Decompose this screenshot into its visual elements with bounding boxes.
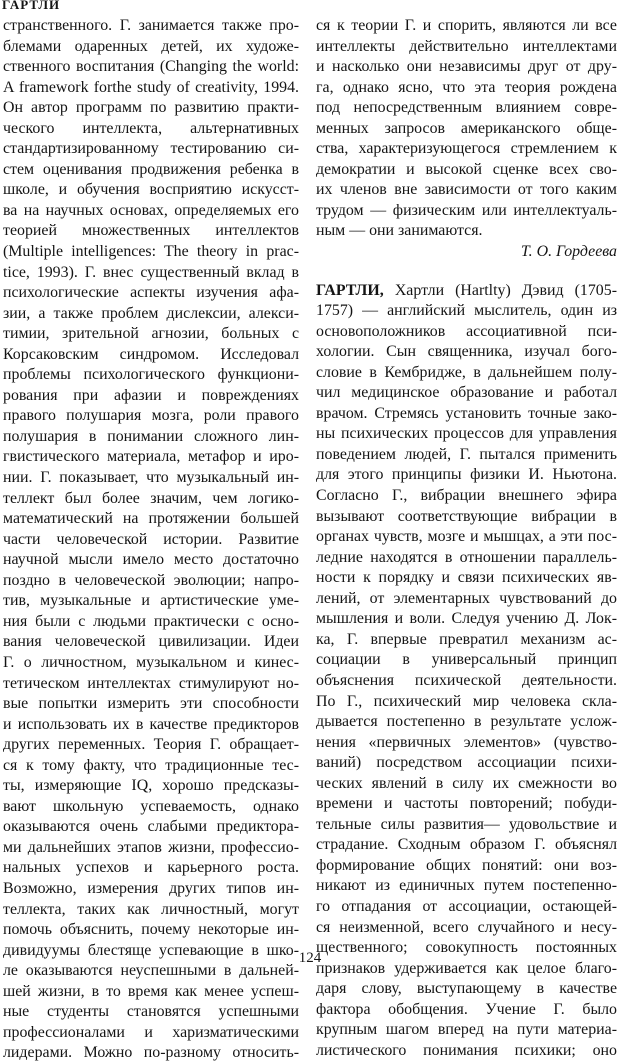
text-line: ледние находятся в отношении параллель-	[316, 548, 617, 566]
text-line: ния были с людьми практически с осно-	[3, 612, 299, 630]
text-line: (Multiple intelligences: The theory in prac-	[3, 243, 299, 261]
text-line: для этого принципы физики И. Ньютона.	[316, 466, 617, 484]
text-line: тимии, зрительной агнозии, больных с	[3, 325, 299, 343]
text-line: ся к тому факту, что традиционные тес-	[3, 756, 299, 774]
text-line: поздно в человеческой эволюции; напро-	[3, 571, 299, 589]
text-line: математический на протяжении большей	[3, 510, 299, 528]
text-line: ка, Г. впервые превратил механизм ас-	[316, 630, 617, 648]
text-line: времени и частоты повторений; побуди-	[316, 795, 617, 813]
left-column	[3, 16, 299, 1064]
text-line: шей жизни, в то время как менее успеш-	[3, 982, 299, 1000]
text-line: блемами одаренных детей, их художе-	[3, 37, 299, 55]
page-number: 124	[298, 950, 322, 966]
text-line: стандартизированному тестированию си-	[3, 140, 299, 158]
text-line: правого полушария мозга, роли правого	[3, 407, 299, 425]
entry-body	[316, 301, 617, 1061]
text-line: объяснения психической деятельности.	[316, 671, 617, 689]
text-line: нения «первичных элементов» (чувство-	[316, 733, 617, 751]
text-line: ся к теории Г. и спорить, являются ли все	[316, 17, 617, 34]
text-line: ственного воспитания (Changing the world:	[3, 58, 299, 76]
text-line: чил медицинское образование и работал	[316, 384, 617, 402]
running-head: ГАРТЛИ	[2, 0, 61, 12]
text-line: листического понимания психики; оно	[316, 1041, 617, 1059]
text-line: словие в Кембридже, в дальнейшем полу-	[316, 363, 617, 381]
text-line: помочь объяснить, почему некоторые ин-	[3, 921, 299, 939]
text-line: ным — они занимаются.	[316, 222, 483, 240]
text-line: щественного; совокупность постоянных	[316, 939, 617, 957]
text-line: tice, 1993). Г. внес существенный вклад в	[3, 263, 299, 281]
text-line: ства, характеризующегося стремлением к	[316, 140, 617, 158]
text-line: ческого интеллекта, альтернативных	[3, 119, 299, 137]
text-line: вызывают соответствующие вибрации в	[316, 507, 617, 525]
entry-headword: ГАРТЛИ,	[316, 281, 384, 299]
text-line: вые попытки измерить эти способности	[3, 695, 299, 713]
text-line: странственного. Г. занимается также про-	[3, 17, 299, 34]
text-line: формирование общих понятий: они воз-	[316, 856, 617, 874]
text-line: и использовать их в качестве предикторов	[3, 715, 299, 733]
text-line: стем оценивания продвижения ребенка в	[3, 160, 299, 178]
text-line: лений, от элементарных чувствований до	[316, 589, 617, 607]
text-line: тетическом интеллектах стимулируют но-	[3, 674, 299, 692]
text-line: страдание. Сходным образом Г. объяснял	[316, 836, 617, 854]
text-line: органах чувств, мозге и мышцах, а эти пос-	[316, 528, 617, 546]
entry-first-line-text: Хартли (Hartlty) Дэвид (1705-	[383, 281, 617, 299]
text-line: дывается постепенно в результате услож-	[316, 713, 617, 731]
text-line: вания человеческой цивилизации. Идеи	[3, 633, 299, 651]
text-line: Возможно, измерения других типов ин-	[3, 879, 299, 897]
text-line: под непосредственным влиянием совре-	[316, 99, 617, 117]
text-line: Он автор программ по развитию практи-	[3, 99, 299, 117]
text-line: ва на научных основах, определяемых его	[3, 201, 299, 219]
text-line: фактора обобщения. Учение Г. было	[316, 1000, 617, 1018]
text-line: вают школьную успеваемость, однако	[3, 797, 299, 815]
text-line: интеллекты действительно интеллектами	[316, 37, 617, 55]
text-line: и насколько они независимы друг от дру-	[316, 58, 617, 76]
text-line: нии. Г. показывает, что музыкальный ин-	[3, 469, 299, 487]
text-line: По Г., психический мир человека скла-	[316, 692, 617, 710]
text-line: демократии и высокой сценке всех сво-	[316, 160, 617, 178]
text-line: их членов вне зависимости от того каким	[316, 181, 617, 199]
text-line: оказываются очень слабыми предиктора-	[3, 818, 299, 836]
text-line: лидерами. Можно по-разному относить-	[3, 1044, 299, 1062]
text-line: дивидуумы блестяще успевающие в шко-	[3, 941, 299, 959]
previous-entry-ending	[316, 16, 617, 242]
text-line: гвистического материала, метафор и иро-	[3, 448, 299, 466]
text-line: Г. о личностном, музыкальном и кинес-	[3, 653, 299, 671]
text-line: менных запросов американского обще-	[316, 119, 617, 137]
text-line: га, однако ясно, что эта теория рождена	[316, 78, 617, 96]
text-line: научной мысли имело место достаточно	[3, 551, 299, 569]
text-line: A framework forthe study of creativity, 1994.	[3, 78, 299, 96]
text-line: зии, а также проблем дислексии, алекси-	[3, 304, 299, 322]
text-line: школе, и обучения восприятию искусст-	[3, 181, 299, 199]
text-line: части человеческой истории. Развитие	[3, 530, 299, 548]
text-line: проблемы психологического функциони-	[3, 366, 299, 384]
right-column	[316, 16, 617, 1061]
text-line: тив, музыкальные и артистические уме-	[3, 592, 299, 610]
text-line: поведением людей, Г. пытался применить	[316, 445, 617, 463]
text-line: нальных успехов и карьерного роста.	[3, 859, 299, 877]
text-line: рования при афазии и повреждениях	[3, 386, 299, 404]
text-line: ческих явлений в силу их смежности во	[316, 774, 617, 792]
text-line: даря слову, выступающему в качестве	[316, 980, 617, 998]
text-line: врачом. Стремясь установить точные зако-	[316, 404, 617, 422]
text-line: ности к порядку и связи психических яв-	[316, 569, 617, 587]
text-line: хологии. Сын священника, изучал бого-	[316, 343, 617, 361]
text-line: тельные силы развития— удовольствие и	[316, 815, 617, 833]
text-line: никают из единичных путем постепенно-	[316, 877, 617, 895]
text-line: профессионалами и харизматическими	[3, 1023, 299, 1041]
text-line: теллект был более значим, чем логико-	[3, 489, 299, 507]
text-line: ся неизменной, всего случайного и несу-	[316, 918, 617, 936]
text-line: психологические аспекты изучения афа-	[3, 284, 299, 302]
text-line: полушария в понимании сложного лин-	[3, 427, 299, 445]
text-line: социации в универсальный принцип	[316, 651, 617, 669]
text-line: Согласно Г., вибрации внешнего эфира	[316, 487, 617, 505]
text-line: ми дальнейших этапов жизни, профессио-	[3, 838, 299, 856]
text-line: других переменных. Теория Г. обращает-	[3, 736, 299, 754]
text-line: основоположников ассоциативной пси-	[316, 322, 617, 340]
text-line: мышления и воли. Следуя учению Д. Лок-	[316, 610, 617, 628]
text-line: ны психических процессов для управления	[316, 425, 617, 443]
text-line: трудом — физическим или интеллектуаль-	[316, 201, 617, 219]
text-line: ваний) посредством ассоциации психи-	[316, 754, 617, 772]
entry-first-line	[316, 281, 617, 302]
text-line: ле оказываются неуспешными в дальней-	[3, 962, 299, 980]
text-line: го отпадания от ассоциации, остающей-	[316, 897, 617, 915]
text-line: признаков удерживается как целое благо-	[316, 959, 617, 977]
text-line: Корсаковским синдромом. Исследовал	[3, 345, 299, 363]
entry-gap	[316, 263, 617, 281]
text-line: теллекта, таких как личностный, могут	[3, 900, 299, 918]
text-line: ты, измеряющие IQ, хорошо предсказы-	[3, 777, 299, 795]
author-signature: Т. О. Гордеева	[520, 243, 617, 261]
text-line: ные студенты становятся успешными	[3, 1003, 299, 1021]
text-line: крупным шагом вперед на пути материа-	[316, 1021, 617, 1039]
text-line: 1757) — английский мыслитель, один из	[316, 302, 617, 320]
text-line: теорией множественных интеллектов	[3, 222, 299, 240]
